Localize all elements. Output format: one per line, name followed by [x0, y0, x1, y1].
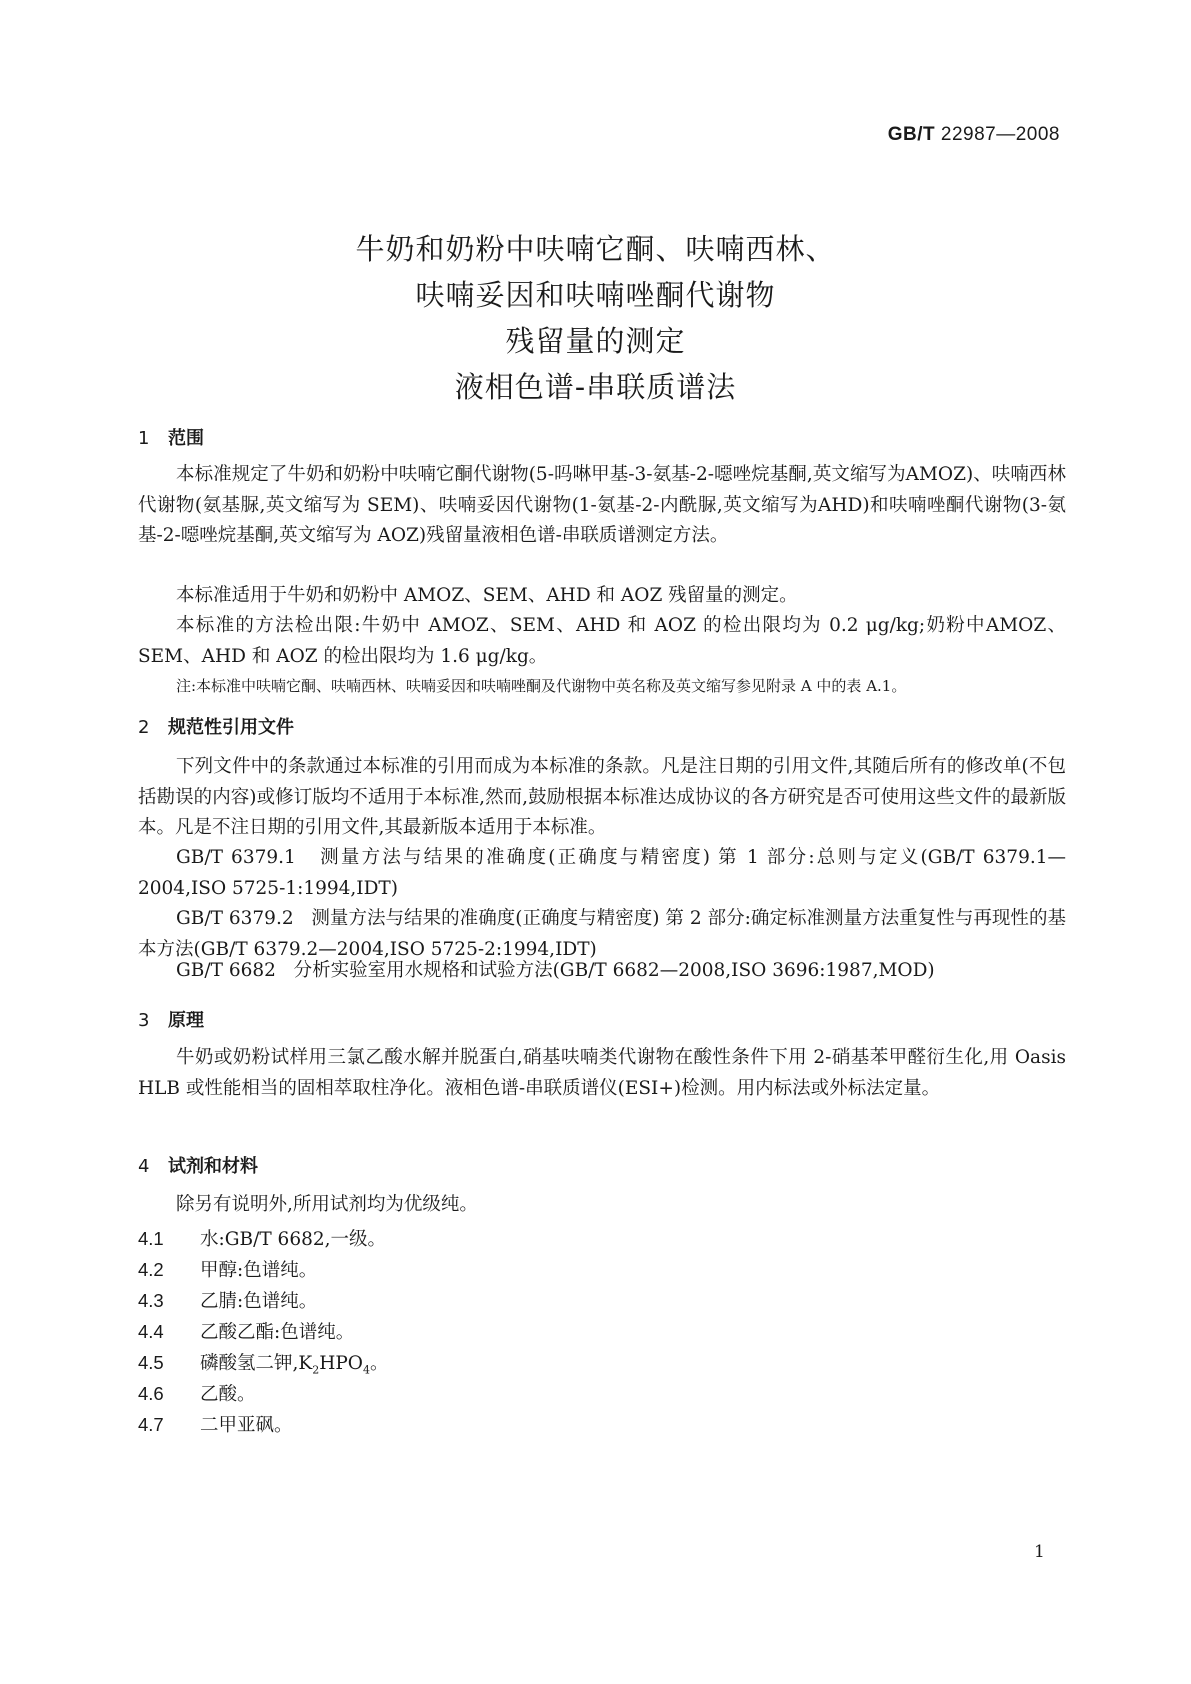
- list-item: 4.5 磷酸氢二钾$,K_2HPO_4$。: [138, 1352, 389, 1377]
- paragraph: 牛奶或奶粉试样用三氯乙酸水解并脱蛋白,硝基呋喃类代谢物在酸性条件下用 2-硝基苯甲醛衍生化,用 Oasis HLB 或性能相当的固相萃取柱净化。液相色谱-串联质谱仪(ESI+)检测。用内标法或外标法定量。: [138, 1047, 1066, 1099]
- reference-item: GB/T 6379.2 测量方法与结果的准确度(正确度与精密度) 第 2 部分:确定标准测量方法重复性与再现性的基本方法(GB/T 6379.2—2004,ISO 5725-2:1994,IDT): [138, 908, 1066, 960]
- note: 注:本标准中呋喃它酮、呋喃西林、呋喃妥因和呋喃唑酮及代谢物中英名称及英文缩写参见附录 A 中的表 A.1。: [176, 677, 907, 695]
- standard-number: GB/T 22987—2008: [887, 124, 1060, 145]
- document-title: [0, 226, 1191, 410]
- section-heading-3: 3 原理: [138, 1010, 204, 1031]
- list-item: 4.2 甲醇:色谱纯。: [138, 1259, 318, 1281]
- title-line: 液相色谱-串联质谱法: [454, 370, 737, 404]
- list-item: 4.6 乙酸。: [138, 1383, 256, 1405]
- page-number: 1: [1034, 1542, 1045, 1562]
- list-item: 4.4 乙酸乙酯:色谱纯。: [138, 1321, 355, 1343]
- section-heading-1: 1 范围: [138, 428, 204, 449]
- list-item: 4.7 二甲亚砜。: [138, 1414, 293, 1436]
- reference-item: GB/T 6682 分析实验室用水规格和试验方法(GB/T 6682—2008,ISO 3696:1987,MOD): [176, 960, 935, 981]
- paragraph: 本标准规定了牛奶和奶粉中呋喃它酮代谢物(5-吗啉甲基-3-氨基-2-噁唑烷基酮,英文缩写为AMOZ)、呋喃西林代谢物(氨基脲,英文缩写为 SEM)、呋喃妥因代谢物(1-氨基-2-内酰脲,英文缩写为AHD)和呋喃唑酮代谢物(3-氨基-2-噁唑烷基酮,英文缩写为 AOZ)残留量液相色谱-串联质谱测定方法。: [138, 464, 1066, 546]
- list-item: 4.3 乙腈:色谱纯。: [138, 1290, 318, 1312]
- paragraph: 下列文件中的条款通过本标准的引用而成为本标准的条款。凡是注日期的引用文件,其随后所有的修改单(不包括勘误的内容)或修订版均不适用于本标准,然而,鼓励根据本标准达成协议的各方研究是否可使用这些文件的最新版本。凡是不注日期的引用文件,其最新版本适用于本标准。: [138, 756, 1066, 838]
- section-heading-4: 4 试剂和材料: [138, 1156, 258, 1177]
- title-line: 牛奶和奶粉中呋喃它酮、呋喃西林、: [355, 232, 836, 266]
- title-line: 残留量的测定: [505, 324, 686, 358]
- reference-item: GB/T 6379.1 测量方法与结果的准确度(正确度与精密度) 第 1 部分:总则与定义(GB/T 6379.1—2004,ISO 5725-1:1994,IDT): [138, 847, 1066, 899]
- paragraph: 除另有说明外,所用试剂均为优级纯。: [176, 1194, 478, 1215]
- paragraph: 本标准的方法检出限:牛奶中 AMOZ、SEM、AHD 和 AOZ 的检出限均为 0.2 μg/kg;奶粉中AMOZ、SEM、AHD 和 AOZ 的检出限均为 1.6 μg/kg。: [138, 615, 1066, 667]
- list-item: 4.1 水:GB/T 6682,一级。: [138, 1228, 387, 1250]
- title-line: 呋喃妥因和呋喃唑酮代谢物: [415, 278, 776, 312]
- section-heading-2: 2 规范性引用文件: [138, 717, 294, 738]
- paragraph: 本标准适用于牛奶和奶粉中 AMOZ、SEM、AHD 和 AOZ 残留量的测定。: [176, 585, 798, 606]
